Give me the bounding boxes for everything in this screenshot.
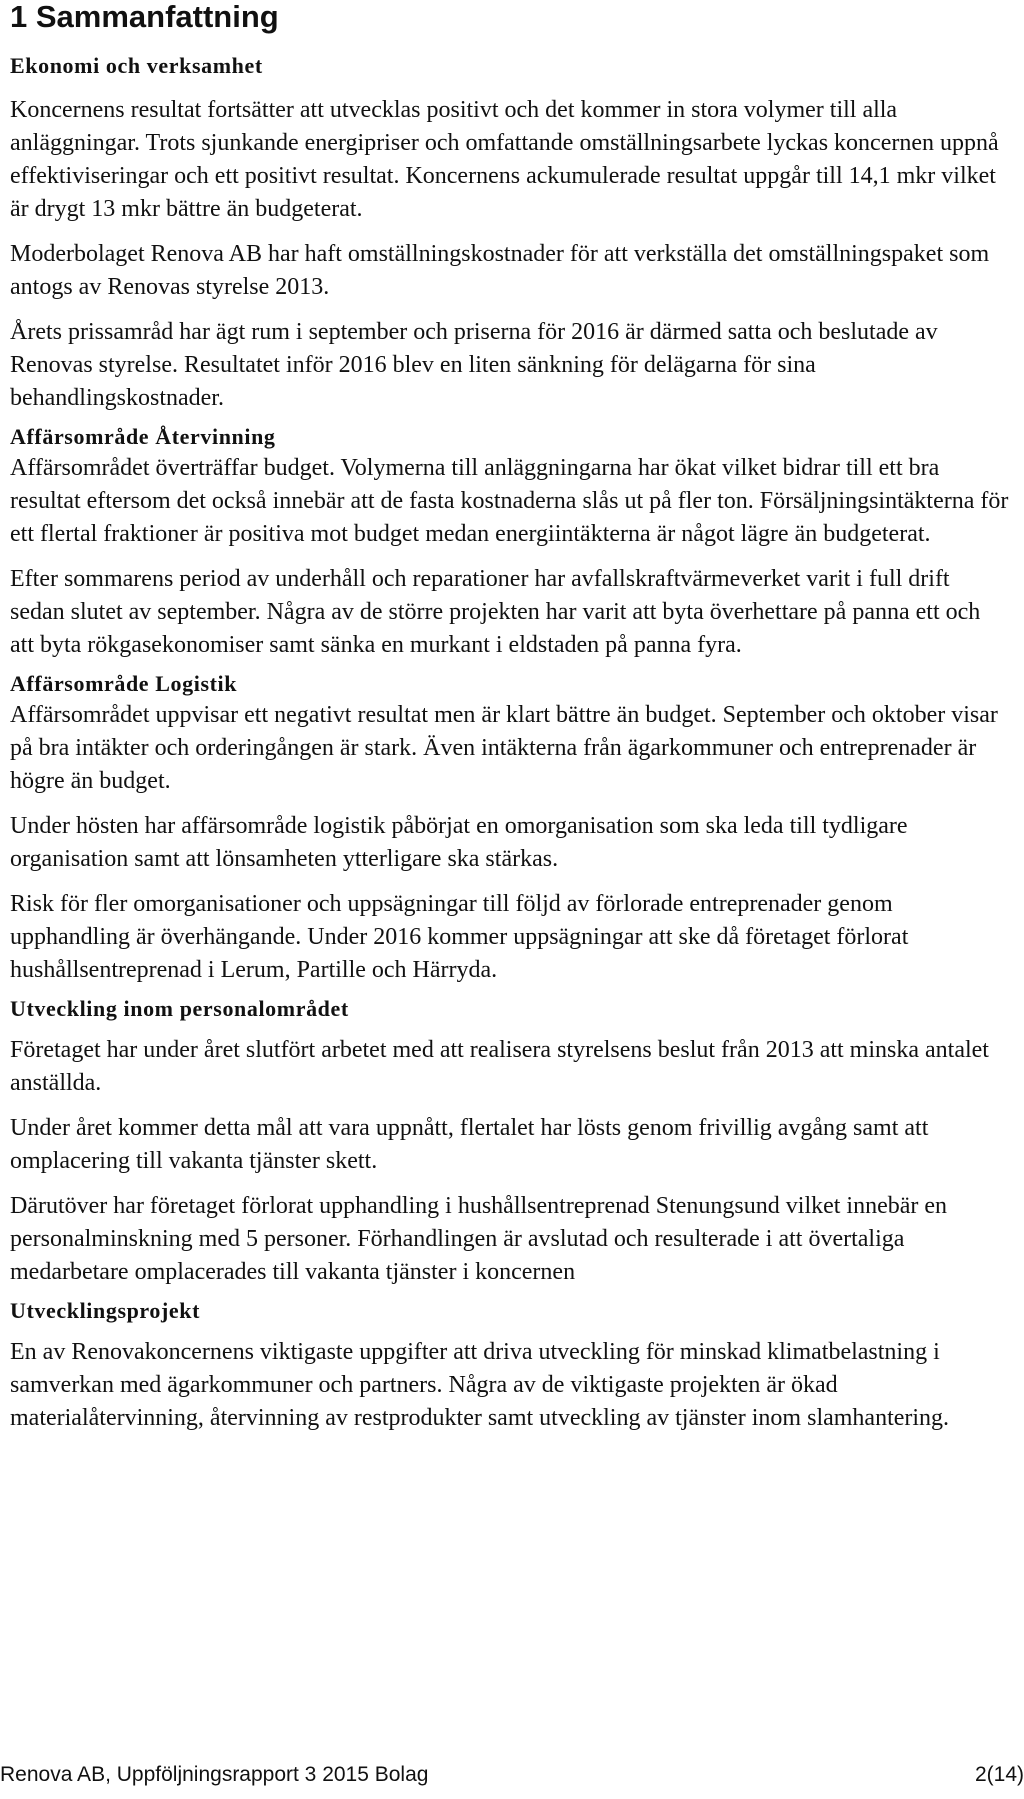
section-heading: Utveckling inom personalområdet bbox=[10, 996, 349, 1021]
footer-report-title: Renova AB, Uppföljningsrapport 3 2015 Bolag bbox=[0, 1763, 429, 1786]
paragraph: Under året kommer detta mål att vara uppnått, flertalet har lösts genom frivillig avgång samt att omplacering till vakanta tjänster skett. bbox=[10, 1115, 929, 1174]
section-personal bbox=[10, 995, 1010, 1289]
section-heading: Affärsområde Logistik bbox=[10, 671, 238, 696]
paragraph: Moderbolaget Renova AB har haft omställningskostnader för att verkställa det omställningspaket som antogs av Renovas styrelse 2013. bbox=[10, 241, 990, 300]
paragraph: Därutöver har företaget förlorat upphandling i hushållsentreprenad Stenungsund vilket innebär en personalminskning med 5 personer. Förhandlingen är avslutad och resulterade i att övertaliga medarbetare omplacerades till vakanta tjänster i koncernen bbox=[10, 1193, 948, 1285]
section-utvecklingsprojekt bbox=[10, 1297, 1010, 1435]
section-ekonomi bbox=[10, 52, 1010, 415]
section-heading: Affärsområde Återvinning bbox=[10, 424, 276, 449]
document-content bbox=[10, 0, 1010, 1447]
chapter-title: 1 Sammanfattning bbox=[10, 0, 279, 34]
paragraph: Under hösten har affärsområde logistik påbörjat en omorganisation som ska leda till tydligare organisation samt att lönsamheten ytterligare ska stärkas. bbox=[10, 813, 908, 872]
section-heading: Ekonomi och verksamhet bbox=[10, 53, 263, 78]
paragraph: Risk för fler omorganisationer och uppsägningar till följd av förlorade entreprenader genom upphandling är överhängande. Under 2016 kommer uppsägningar att ske då företaget förlorat hushållsentreprenad i Lerum, Partille och Härryda. bbox=[10, 891, 909, 983]
footer-page-number: 2(14) bbox=[974, 1763, 1024, 1786]
section-heading: Utvecklingsprojekt bbox=[10, 1298, 201, 1323]
section-logistik bbox=[10, 670, 1010, 987]
page-footer bbox=[0, 1758, 1024, 1792]
paragraph: Koncernens resultat fortsätter att utvecklas positivt och det kommer in stora volymer till alla anläggningar. Trots sjunkande energipriser och omfattande omställningsarbete lyckas koncernen uppnå effektiviseringar och ett positivt resultat. Koncernens ackumulerade resultat uppgår till 14,1 mkr vilket är drygt 13 mkr bättre än budgeterat. bbox=[10, 97, 999, 222]
paragraph: Företaget har under året slutfört arbetet med att realisera styrelsens beslut från 2013 att minska antalet anställda. bbox=[10, 1037, 989, 1096]
paragraph: Affärsområdet överträffar budget. Volymerna till anläggningarna har ökat vilket bidrar till ett bra resultat eftersom det också innebär att de fasta kostnaderna slås ut på fler ton. Försäljningsintäkterna för ett flertal fraktioner är positiva mot budget medan energiintäkterna är något lägre än budgeterat. bbox=[10, 455, 1009, 547]
section-atervinning bbox=[10, 423, 1010, 662]
paragraph: Årets prissamråd har ägt rum i september och priserna för 2016 är därmed satta och beslutade av Renovas styrelse. Resultatet inför 2016 blev en liten sänkning för delägarna för sina behandlingskostnader. bbox=[10, 319, 938, 411]
paragraph: Efter sommarens period av underhåll och reparationer har avfallskraftvärmeverket varit i full drift sedan slutet av september. Några av de större projekten har varit att byta överhettare på panna ett och att byta rökgasekonomiser samt sänka en murkant i eldstaden på panna fyra. bbox=[10, 566, 981, 658]
paragraph: Affärsområdet uppvisar ett negativt resultat men är klart bättre än budget. September och oktober visar på bra intäkter och orderingången är stark. Även intäkterna från ägarkommuner och entreprenader är högre än budget. bbox=[10, 702, 998, 794]
paragraph: En av Renovakoncernens viktigaste uppgifter att driva utveckling för minskad klimatbelastning i samverkan med ägarkommuner och partners. Några av de viktigaste projekten är ökad materialåtervinning, återvinning av restprodukter samt utveckling av tjänster inom slamhantering. bbox=[10, 1339, 950, 1431]
